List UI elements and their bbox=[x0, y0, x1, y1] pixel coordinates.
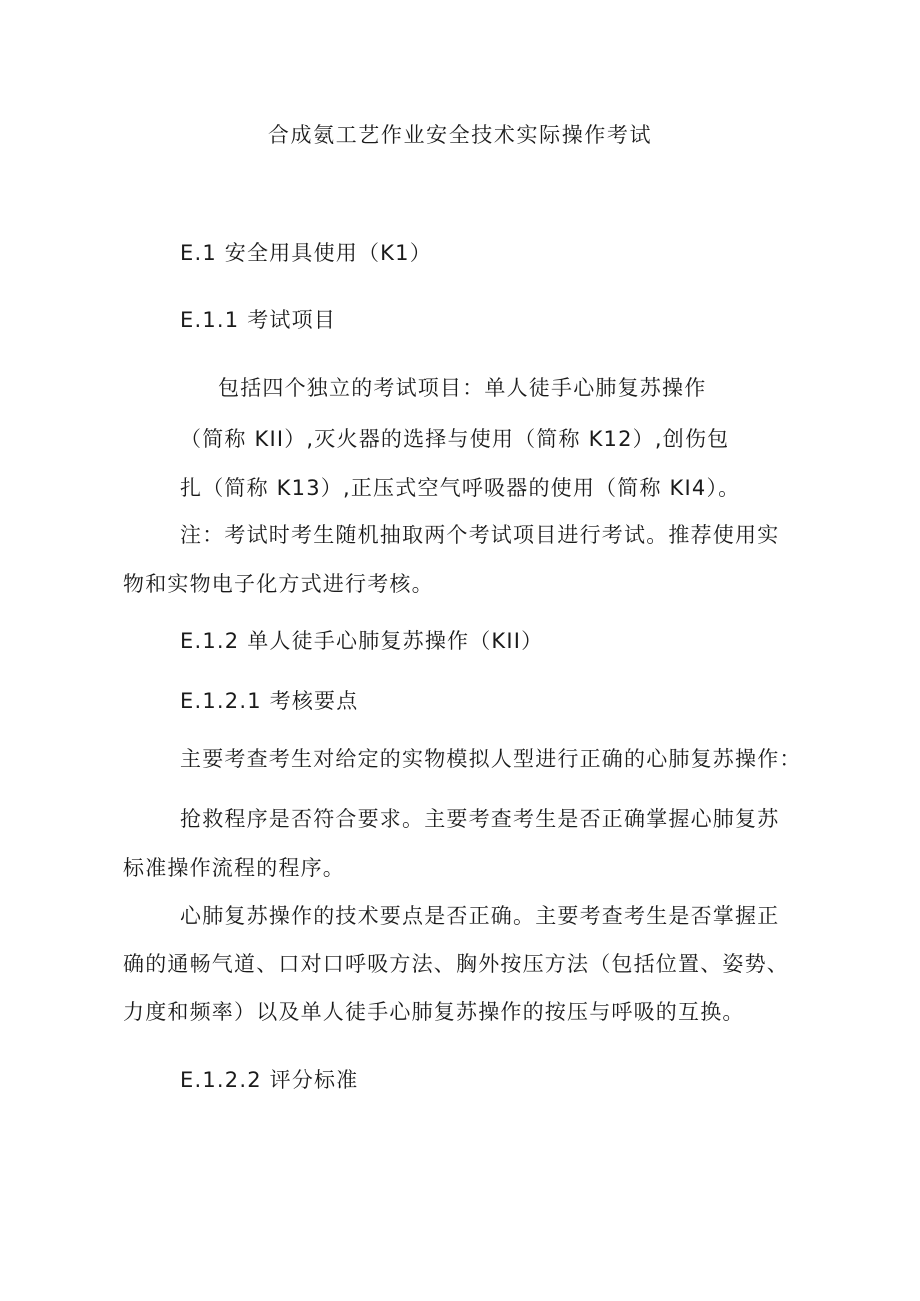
procedure-paragraph-line-2: 标准操作流程的程序。 bbox=[123, 856, 345, 880]
section-heading-e1-2: E.1.2 单人徒手心肺复苏操作（KII） bbox=[180, 629, 544, 653]
technique-paragraph-line-3: 力度和频率）以及单人徒手心肺复苏操作的按压与呼吸的互换。 bbox=[123, 1000, 745, 1024]
section-heading-e1-2-1: E.1.2.1 考核要点 bbox=[180, 689, 359, 713]
note-line-2: 物和实物电子化方式进行考核。 bbox=[123, 572, 434, 596]
technique-paragraph-line-1: 心肺复苏操作的技术要点是否正确。主要考查考生是否掌握正 bbox=[180, 904, 780, 928]
items-paragraph-line-3: 扎（简称 K13）,正压式空气呼吸器的使用（简称 KI4）。 bbox=[180, 476, 741, 500]
items-paragraph-line-2: （简称 KII）,灭火器的选择与使用（简称 K12）,创伤包 bbox=[180, 427, 730, 451]
items-paragraph-line-1: 包括四个独立的考试项目：单人徒手心肺复苏操作 bbox=[218, 376, 707, 400]
section-heading-e1-1: E.1.1 考试项目 bbox=[180, 308, 337, 332]
note-line-1: 注：考试时考生随机抽取两个考试项目进行考试。推荐使用实 bbox=[180, 523, 780, 547]
procedure-paragraph-line-1: 抢救程序是否符合要求。主要考查考生是否正确掌握心肺复苏 bbox=[180, 807, 780, 831]
section-heading-e1: E.1 安全用具使用（K1） bbox=[180, 241, 432, 265]
section-heading-e1-2-2: E.1.2.2 评分标准 bbox=[180, 1068, 359, 1092]
document-title: 合成氨工艺作业安全技术实际操作考试 bbox=[267, 123, 653, 147]
main-paragraph: 主要考查考生对给定的实物模拟人型进行正确的心肺复苏操作： bbox=[180, 747, 802, 771]
technique-paragraph-line-2: 确的通畅气道、口对口呼吸方法、胸外按压方法（包括位置、姿势、 bbox=[123, 952, 789, 976]
